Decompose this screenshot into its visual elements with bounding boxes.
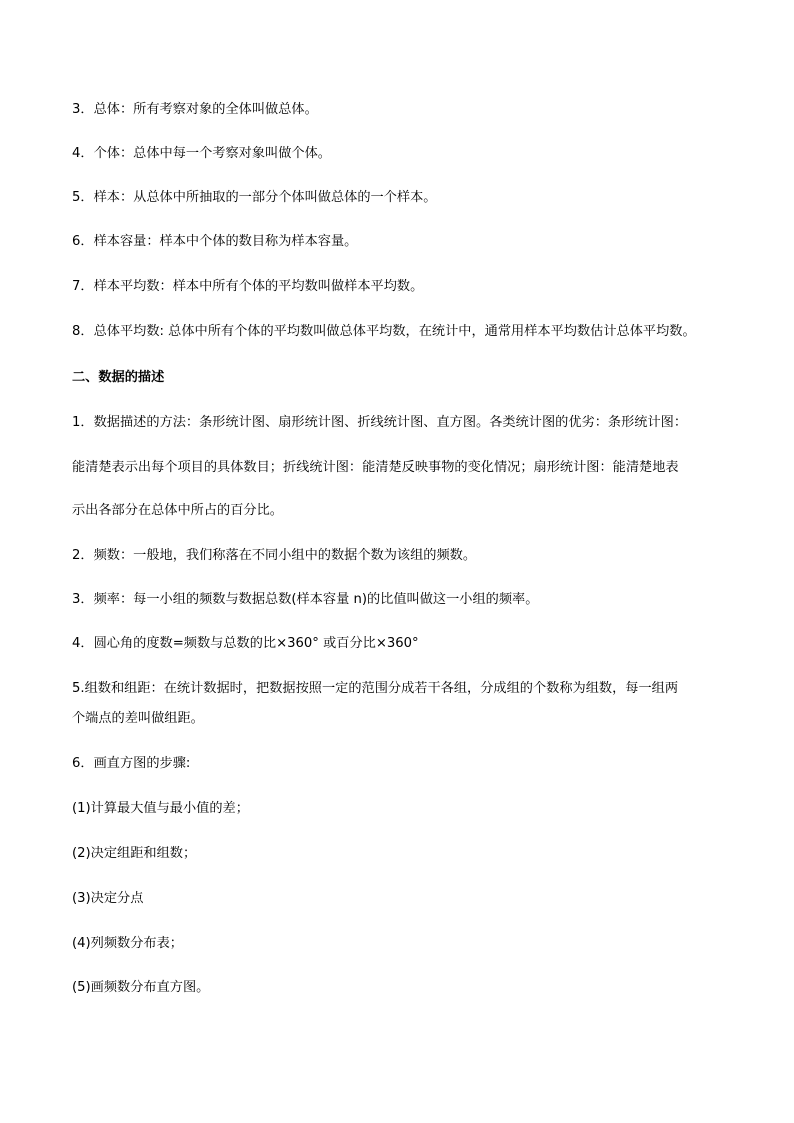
histogram-steps-heading: 6．画直方图的步骤:	[72, 756, 191, 771]
paragraph-line: 个端点的差叫做组距。	[72, 711, 204, 726]
central-angle-formula: 4．圆心角的度数=频数与总数的比×360° 或百分比×360°	[72, 636, 419, 651]
list-item: (5)画频数分布直方图。	[72, 980, 210, 995]
paragraph-line: 能清楚表示出每个项目的具体数目；折线统计图：能清楚反映事物的变化情况；扇形统计图：能清楚地表	[72, 460, 679, 475]
paragraph-line: 5.组数和组距：在统计数据时，把数据按照一定的范围分成若干各组，分成组的个数称为组数，每一组两	[72, 681, 679, 696]
definition-sample-mean: 7．样本平均数：样本中所有个体的平均数叫做样本平均数。	[72, 279, 424, 294]
paragraph-line: 示出各部分在总体中所占的百分比。	[72, 503, 283, 518]
definition-sample: 5．样本：从总体中所抽取的一部分个体叫做总体的一个样本。	[72, 190, 437, 205]
definition-sample-size: 6．样本容量：样本中个体的数目称为样本容量。	[72, 234, 358, 249]
section-heading: 二、数据的描述	[72, 370, 165, 385]
definition-population-mean: 8．总体平均数: 总体中所有个体的平均数叫做总体平均数，在统计中，通常用样本平均数估计总体平均数。	[72, 324, 696, 339]
paragraph-line: 1．数据描述的方法：条形统计图、扇形统计图、折线统计图、直方图。各类统计图的优劣：条形统计图：	[72, 415, 688, 430]
list-item: (2)决定组距和组数；	[72, 846, 197, 861]
list-item: (3)决定分点	[72, 891, 144, 906]
list-item: (4)列频数分布表；	[72, 936, 183, 951]
definition-frequency: 2．频数：一般地，我们称落在不同小组中的数据个数为该组的频数。	[72, 548, 477, 563]
list-item: (1)计算最大值与最小值的差；	[72, 801, 249, 816]
definition-individual: 4．个体：总体中每一个考察对象叫做个体。	[72, 146, 331, 161]
definition-relative-frequency: 3．频率：每一小组的频数与数据总数(样本容量 n)的比值叫做这一小组的频率。	[72, 592, 539, 607]
definition-population: 3．总体：所有考察对象的全体叫做总体。	[72, 102, 318, 117]
